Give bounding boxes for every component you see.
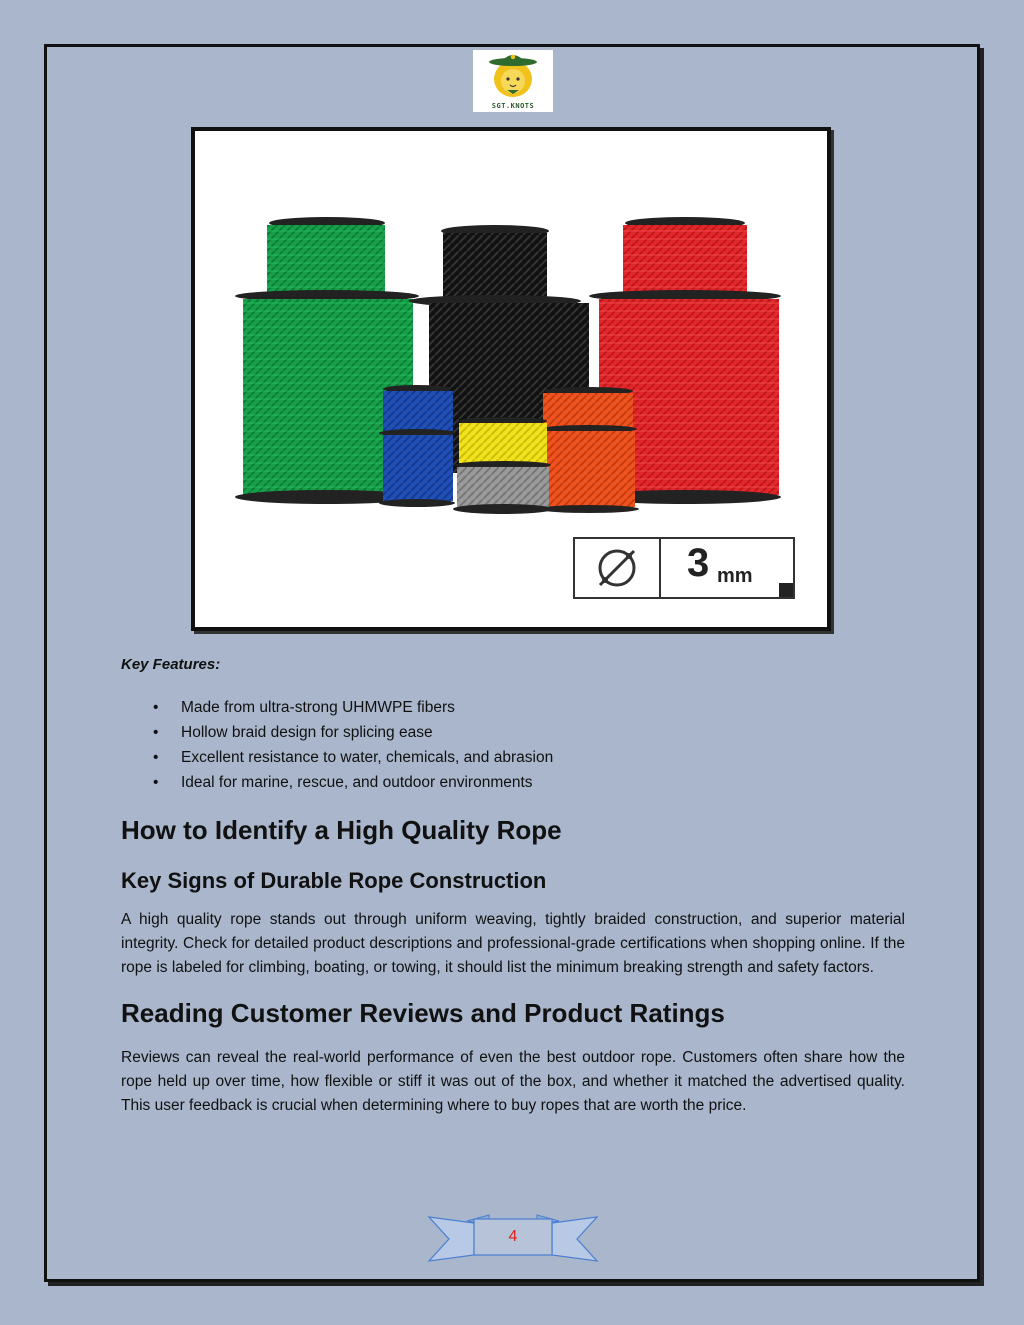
list-item: [153, 695, 905, 720]
rope-size-label: [573, 537, 795, 599]
size-value: [661, 539, 793, 597]
key-features-title: Key Features:: [121, 656, 221, 673]
bullet: •: [153, 724, 159, 741]
list-item: [153, 770, 905, 795]
lion-scout-icon: [473, 50, 553, 102]
bullet: •: [153, 699, 159, 716]
section-paragraph-reviews: Reviews can reveal the real-world performance of even the best outdoor rope. Customers often share how the rope held up over time, how flexible or stiff it was out of the box, and whether it matched the advertised quality. This user feedback is crucial when determining where to buy ropes that are worth the price.: [121, 1049, 905, 1114]
key-features-list: [121, 695, 905, 795]
corner-mark: [779, 583, 793, 597]
list-item: [153, 745, 905, 770]
list-item: [153, 720, 905, 745]
list-item-text: Ideal for marine, rescue, and outdoor environments: [181, 774, 533, 791]
bullet: •: [153, 774, 159, 791]
size-number: 3: [687, 541, 710, 585]
page-number: 4: [508, 1228, 518, 1245]
product-image: [191, 127, 831, 631]
page-frame: [44, 44, 980, 1282]
section-subheading: Key Signs of Durable Rope Construction: [121, 868, 547, 893]
list-item-text: Excellent resistance to water, chemicals, and abrasion: [181, 749, 554, 766]
list-item-text: Hollow braid design for splicing ease: [181, 724, 433, 741]
section-heading: How to Identify a High Quality Rope: [121, 815, 562, 845]
brand-logo: [473, 50, 553, 112]
diameter-icon: [575, 539, 661, 597]
logo-text: SGT.KNOTS: [491, 102, 535, 110]
page-number-ribbon: [427, 1211, 599, 1265]
list-item-text: Made from ultra-strong UHMWPE fibers: [181, 699, 455, 716]
document-body: [121, 656, 905, 1118]
section-paragraph: A high quality rope stands out through uniform weaving, tightly braided construction, and superior material integrity. Check for detailed product descriptions and professional-grade certifications when shopping online. If the rope is labeled for climbing, boating, or towing, it should list the minimum breaking strength and safety factors.: [121, 911, 905, 976]
size-unit: mm: [717, 565, 753, 587]
section-heading-reviews: Reading Customer Reviews and Product Ratings: [121, 998, 725, 1028]
bullet: •: [153, 749, 159, 766]
